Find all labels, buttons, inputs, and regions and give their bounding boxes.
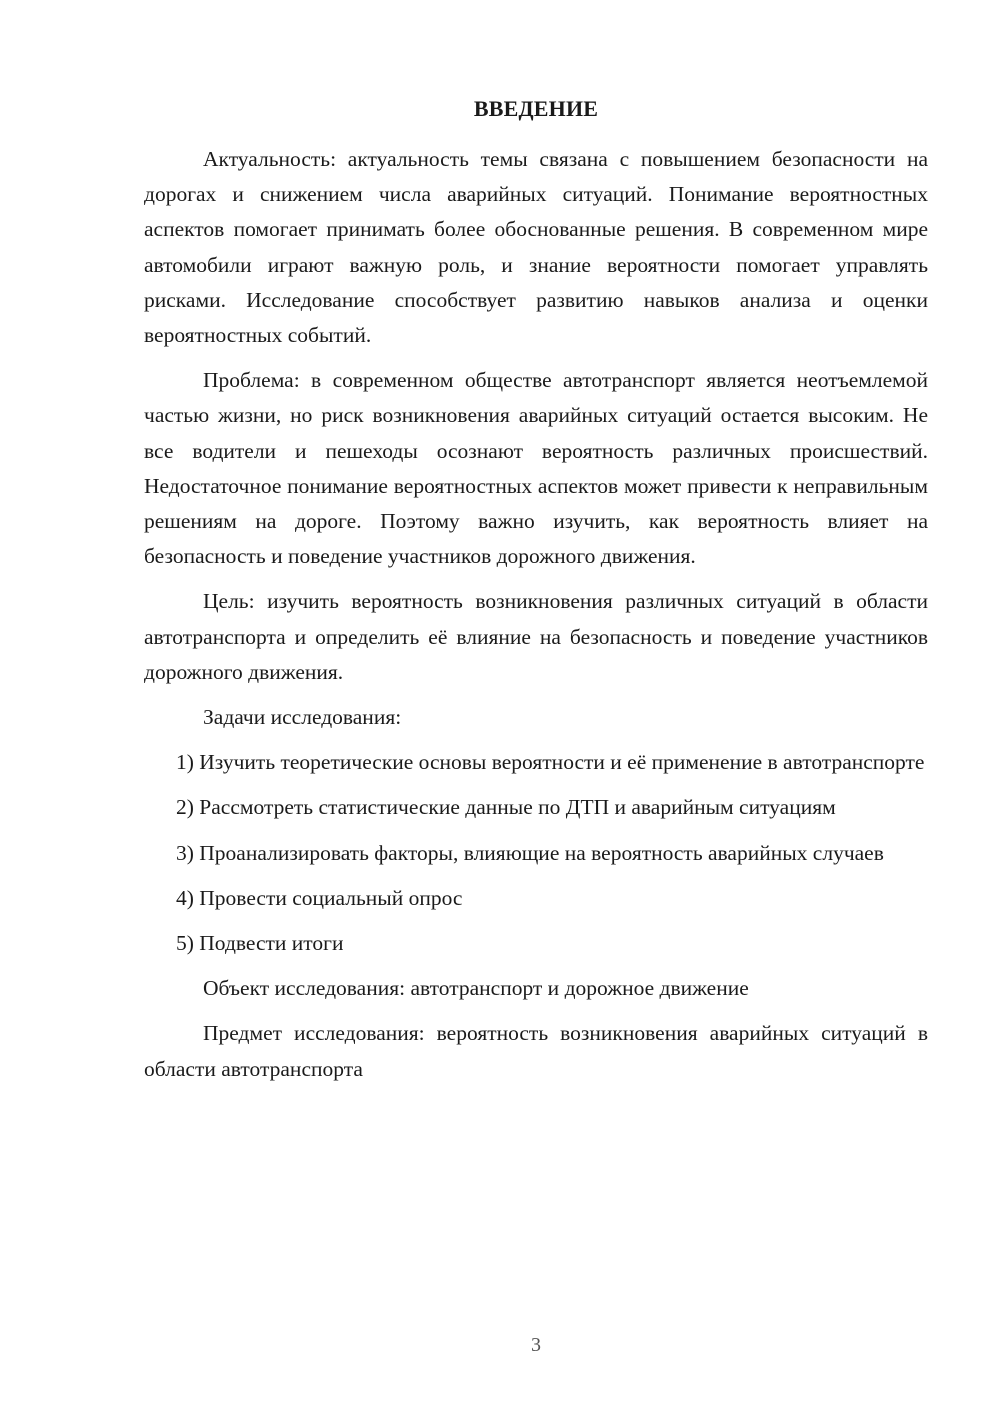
paragraph-subject: Предмет исследования: вероятность возникновения аварийных ситуаций в области автотранспорта — [144, 1021, 928, 1081]
document-body — [144, 142, 928, 1097]
task-item-3: 3) Проанализировать факторы, влияющие на вероятность аварийных случаев — [176, 840, 884, 865]
tasks-heading: Задачи исследования: — [203, 705, 402, 730]
paragraph-relevance: Актуальность: актуальность темы связана с повышением безопасности на дорогах и снижением числа аварийных ситуаций. Понимание вероятностных аспектов помогает принимать более обоснованные решения. В современном мире автомобили играют важную роль, и знание вероятности помогает управлять рисками. Исследование способствует развитию навыков анализа и оценки вероятностных событий. — [144, 147, 928, 348]
task-item-1: 1) Изучить теоретические основы вероятности и её применение в автотранспорте — [176, 750, 925, 775]
task-item-4: 4) Провести социальный опрос — [176, 885, 463, 910]
page-title: ВВЕДЕНИЕ — [473, 96, 599, 121]
paragraph-problem: Проблема: в современном обществе автотранспорт является неотъемлемой частью жизни, но риск возникновения аварийных ситуаций остается высоким. Не все водители и пешеходы осознают вероятность различных происшествий. Недостаточное понимание вероятностных аспектов может привести к неправильным решениям на дороге. Поэтому важно изучить, как вероятность влияет на безопасность и поведение участников дорожного движения. — [144, 368, 928, 569]
task-item-2: 2) Рассмотреть статистические данные по ДТП и аварийным ситуациям — [176, 795, 836, 820]
paragraph-goal: Цель: изучить вероятность возникновения различных ситуаций в области автотранспорта и определить её влияние на безопасность и поведение участников дорожного движения. — [144, 589, 928, 684]
task-item-5: 5) Подвести итоги — [176, 931, 344, 956]
page-number: 3 — [531, 1334, 541, 1356]
paragraph-object: Объект исследования: автотранспорт и дорожное движение — [203, 976, 749, 1001]
